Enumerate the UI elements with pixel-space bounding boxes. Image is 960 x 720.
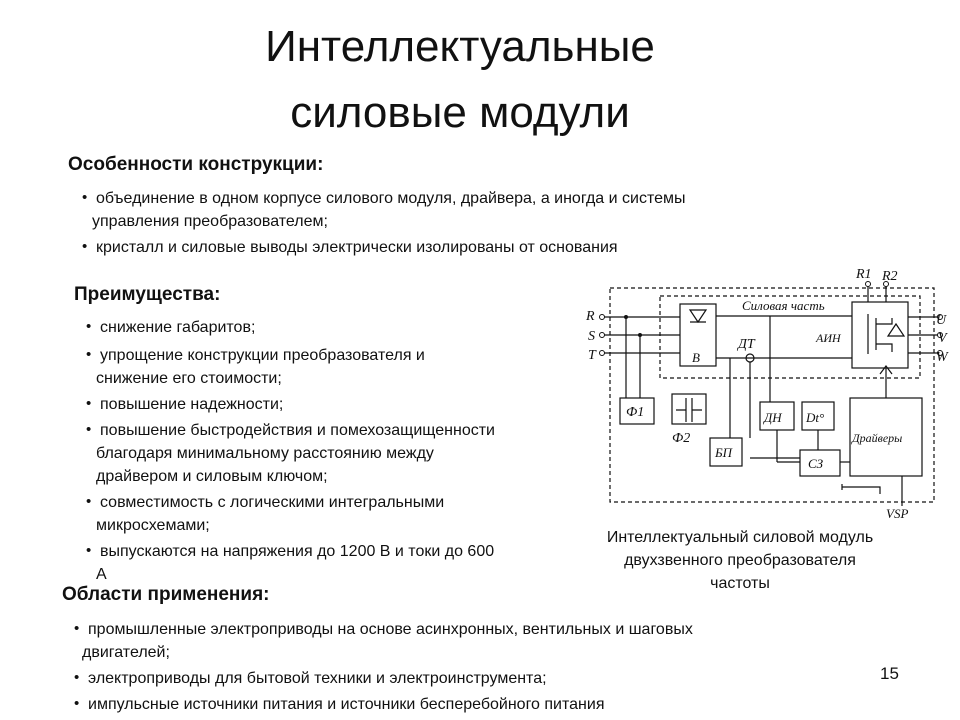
application-item-1: • промышленные электроприводы на основе асинхронных, вентильных и шаговых [74,620,693,638]
applications-heading: Области применения: [62,584,270,605]
label-voltage-sensor: ДН [764,410,782,425]
advantage-item-4-cont1: благодаря минимальному расстоянию между [96,445,434,462]
advantage-item-4: • повышение быстродействия и помехозащищенности [86,421,495,439]
application-item-1-cont: двигателей; [82,644,170,661]
diagram-caption [590,526,890,595]
caption-line3: частоты [710,575,770,592]
application-item-3: • импульсные источники питания и источники бесперебойного питания [74,695,605,713]
design-item-1: • объединение в одном корпусе силового модуля, драйвера, а иногда и системы [82,189,686,207]
label-current-sensor: ДТ [738,337,755,352]
label-rectifier: В [692,350,700,365]
advantage-item-6-cont: А [96,566,107,583]
advantage-item-2: • упрощение конструкции преобразователя и [86,346,425,364]
advantage-item-3: • повышение надежности; [86,395,284,413]
label-v: V [938,331,947,346]
caption-line2: двухзвенного преобразователя [624,552,856,569]
slide-title-line2: силовые модули [290,88,630,137]
label-protection: СЗ [808,456,824,471]
ipm-block-diagram [580,262,950,522]
label-temperature-sensor: Dt° [806,410,825,425]
label-ain: АИН [816,331,841,345]
advantage-item-2-cont: снижение его стоимости; [96,370,282,387]
slide-title-line1: Интеллектуальные [265,22,655,71]
application-item-2: • электроприводы для бытовой техники и электроинструмента; [74,669,547,687]
label-drivers: Драйверы [852,431,903,445]
design-item-1-cont: управления преобразователем; [92,213,328,230]
advantages-heading: Преимущества: [74,284,221,305]
label-power-supply: БП [715,445,733,460]
page-number: 15 [880,664,899,683]
label-power-part: Силовая часть [742,298,825,313]
label-r: R [586,309,595,324]
label-t: T [588,348,596,363]
advantage-item-5-cont: микросхемами; [96,517,210,534]
label-vsp: VSP [886,506,909,521]
advantage-item-5: • совместимость с логическими интегральными [86,493,445,511]
label-u: U [936,313,947,328]
advantage-item-1: • снижение габаритов; [86,318,256,336]
label-filter2: Ф2 [672,431,691,446]
caption-line1: Интеллектуальный силовой модуль [606,529,874,546]
advantage-item-4-cont2: драйвером и силовым ключом; [96,468,328,485]
label-r1: R1 [856,267,872,282]
label-r2: R2 [882,269,898,284]
inverter-block [852,302,908,368]
design-item-2: • кристалл и силовые выводы электрически изолированы от основания [82,238,618,256]
label-s: S [588,329,595,344]
label-filter1: Ф1 [626,405,645,420]
label-w: W [936,350,948,365]
design-heading: Особенности конструкции: [68,154,324,175]
advantage-item-6: • выпускаются на напряжения до 1200 В и токи до 600 [86,542,495,560]
